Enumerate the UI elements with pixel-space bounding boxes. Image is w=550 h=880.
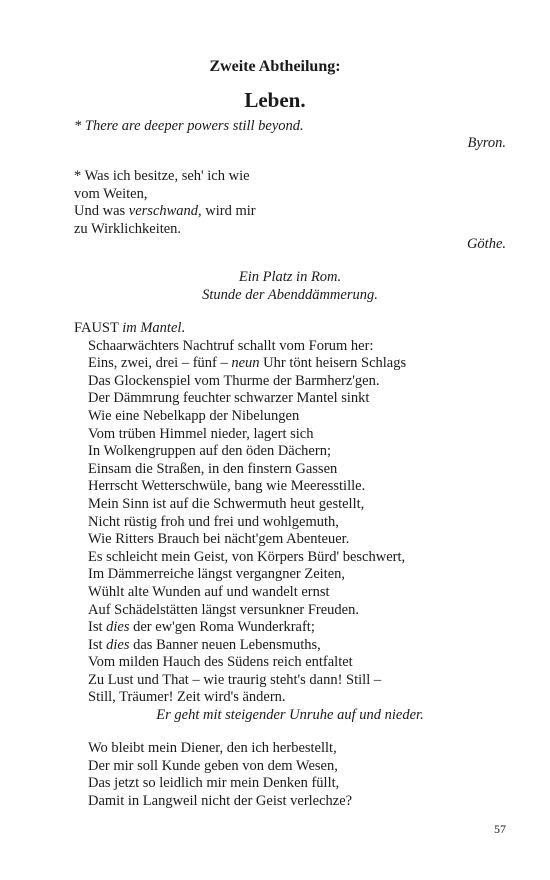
scene-setting-place: Ein Platz in Rom. <box>238 269 342 285</box>
scene-setting <box>0 269 550 304</box>
stage-direction-inline: im Mantel <box>122 320 182 336</box>
verse-line: Im Dämmerreiche längst vergangner Zeiten, <box>88 566 345 583</box>
verse-line: Eins, zwei, drei – fünf – neun Uhr tönt heisern Schlags <box>88 355 407 372</box>
verse-line: Nicht rüstig froh und frei und wohlgemuth, <box>88 513 339 530</box>
verse-line: Wühlt alte Wunden auf und wandelt ernst <box>88 583 330 600</box>
scene-setting-time: Stunde der Abenddämmerung. <box>202 286 378 303</box>
verse-line: Vom trüben Himmel nieder, lagert sich <box>88 425 314 442</box>
verse-line: Es schleicht mein Geist, von Körpers Bürd' beschwert, <box>88 548 406 565</box>
verse-line: Ist dies der ew'gen Roma Wunderkraft; <box>88 619 315 636</box>
speech-faust <box>74 320 406 707</box>
verse-line: Das Glockenspiel vom Thurme der Barmherz'gen. <box>88 372 380 389</box>
verse-line: In Wolkengruppen auf den öden Dächern; <box>88 443 331 460</box>
emphasis-dies: dies <box>106 619 130 636</box>
verse-line: Der mir soll Kunde geben von dem Wesen, <box>88 757 338 774</box>
speech-faust-continued <box>74 740 352 810</box>
emphasis-verschwand: verschwand <box>128 203 199 219</box>
verse-line: Vom milden Hauch des Südens reich entfaltet <box>88 654 353 671</box>
section-title: Leben. <box>244 88 306 112</box>
verse-line: Mein Sinn ist auf die Schwermuth heut gestellt, <box>88 495 365 512</box>
epigraph-german-line: vom Weiten, <box>74 185 148 202</box>
verse-line: Damit in Langweil nicht der Geist verlechze? <box>88 792 353 809</box>
verse-line: Zu Lust und That – wie traurig steht's dann! Still – <box>88 671 382 688</box>
verse-line: Einsam die Straßen, in den finstern Gassen <box>88 460 338 477</box>
verse-line: Wo bleibt mein Diener, den ich herbestellt, <box>88 740 337 756</box>
section-heading: Zweite Abtheilung: <box>209 58 341 75</box>
verse-line: Wie Ritters Brauch bei nächt'gem Abenteuer. <box>88 531 350 548</box>
epigraph-german-line: Und was verschwand, wird mir <box>74 203 256 219</box>
epigraph-german-author: Göthe. <box>466 236 506 252</box>
verse-line: Wie eine Nebelkapp der Nibelungen <box>88 407 300 424</box>
epigraph-german-line: zu Wirklichkeiten. <box>74 220 182 237</box>
verse-line: Still, Träumer! Zeit wird's ändern. <box>88 689 286 706</box>
verse-line: Auf Schädelstätten längst versunkner Freuden. <box>88 601 359 618</box>
stage-direction: Er geht mit steigender Unruhe auf und nieder. <box>156 707 424 723</box>
speaker-line: FAUST im Mantel. <box>74 320 186 336</box>
verse-line: Ist dies das Banner neuen Lebensmuths, <box>88 636 321 653</box>
epigraph-german-line: * Was ich besitze, seh' ich wie <box>74 168 250 184</box>
verse-line: Schaarwächters Nachtruf schallt vom Forum her: <box>88 337 374 354</box>
epigraph-english-text: * There are deeper powers still beyond. <box>74 118 304 134</box>
speaker-name: FAUST <box>74 320 119 336</box>
verse-line: Herrscht Wetterschwüle, bang wie Meeresstille. <box>88 478 366 495</box>
epigraph-english <box>74 118 304 135</box>
emphasis-neun: neun <box>231 355 260 372</box>
emphasis-dies: dies <box>106 636 130 653</box>
page-number: 57 <box>494 822 506 836</box>
epigraph-english-author: Byron. <box>467 135 506 151</box>
verse-line: Das jetzt so leidlich mir mein Denken füllt, <box>88 775 340 792</box>
epigraph-german <box>74 168 256 238</box>
verse-line: Der Dämmrung feuchter schwarzer Mantel sinkt <box>88 390 370 407</box>
